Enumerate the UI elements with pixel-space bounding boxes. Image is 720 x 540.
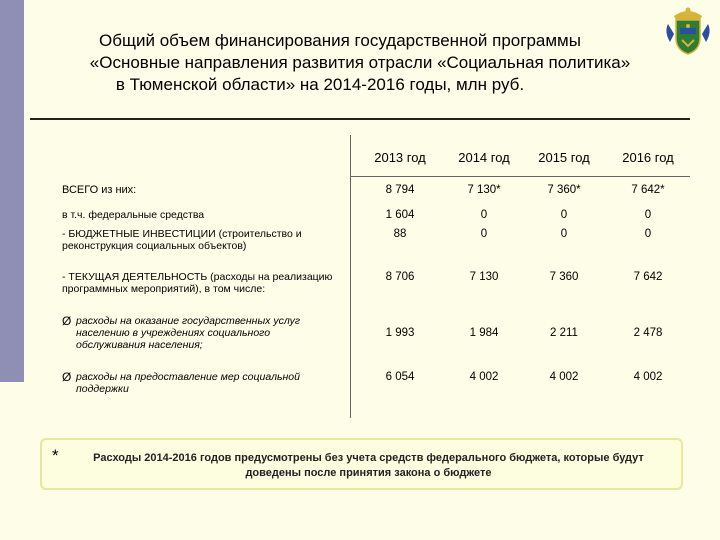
title-divider <box>30 118 690 120</box>
column-header-2013: 2013 год <box>374 150 426 165</box>
cell-current-2014: 7 130 <box>469 271 499 283</box>
footnote-box <box>40 438 683 490</box>
row-label-support: Ø расходы на предоставление мер социальной поддержки <box>62 370 300 395</box>
cell-federal-2015: 0 <box>560 209 568 221</box>
cell-services-2016: 2 478 <box>633 327 663 339</box>
title-line-2: «Основные направления развития отрасли «Социальная политика» <box>89 53 631 72</box>
left-accent-bar <box>0 0 24 382</box>
cell-federal-2013: 1 604 <box>385 209 415 221</box>
row-label-total: ВСЕГО из них: <box>62 184 137 196</box>
title-line-1: Общий объем финансирования государственной программы <box>99 31 581 50</box>
cell-total-2013: 8 794 <box>385 184 415 196</box>
cell-investments-2016: 0 <box>644 228 652 240</box>
arrow-bullet-icon: Ø <box>62 314 72 328</box>
cell-current-2013: 8 706 <box>385 271 415 283</box>
cell-investments-2015: 0 <box>560 228 568 240</box>
title-line-3: в Тюменской области» на 2014-2016 годы, млн руб. <box>115 75 525 94</box>
row-label-federal: в т.ч. федеральные средства <box>62 209 205 221</box>
column-header-2014: 2014 год <box>458 150 510 165</box>
cell-services-2015: 2 211 <box>550 327 578 339</box>
cell-services-2014: 1 984 <box>469 327 499 339</box>
row-label-investments: - БЮДЖЕТНЫЕ ИНВЕСТИЦИИ (строительство и реконструкция социальных объектов) <box>62 228 302 252</box>
column-header-2015: 2015 год <box>538 150 590 165</box>
arrow-bullet-icon: Ø <box>62 370 72 384</box>
coat-of-arms-icon <box>662 2 714 58</box>
cell-total-2016: 7 642* <box>631 184 665 196</box>
cell-current-2016: 7 642 <box>633 271 663 283</box>
row-label-current-activity: - ТЕКУЩАЯ ДЕЯТЕЛЬНОСТЬ (расходы на реализацию программных мероприятий), в том числе: <box>62 271 333 295</box>
cell-support-2014: 4 002 <box>469 371 499 383</box>
cell-current-2015: 7 360 <box>549 271 579 283</box>
page-title <box>50 30 670 96</box>
footnote-text: Расходы 2014-2016 годов предусмотрены без учета средств федерального бюджета, которые будут доведены после принятия закона о бюджете <box>93 452 644 479</box>
cell-support-2015: 4 002 <box>549 371 579 383</box>
cell-investments-2013: 88 <box>393 228 407 240</box>
column-header-2016: 2016 год <box>622 150 674 165</box>
table-header-line <box>350 176 690 177</box>
cell-federal-2016: 0 <box>644 209 652 221</box>
cell-total-2014: 7 130* <box>467 184 501 196</box>
cell-support-2016: 4 002 <box>633 371 663 383</box>
table-divider-line <box>350 135 351 418</box>
footnote-star: * <box>52 446 59 465</box>
cell-total-2015: 7 360* <box>547 184 581 196</box>
cell-support-2013: 6 054 <box>385 371 415 383</box>
cell-services-2013: 1 993 <box>385 327 415 339</box>
row-label-services: Ø расходы на оказание государственных услуг населению в учреждениях социального обслуживания населения; <box>62 314 301 351</box>
cell-investments-2014: 0 <box>480 228 488 240</box>
cell-federal-2014: 0 <box>480 209 488 221</box>
